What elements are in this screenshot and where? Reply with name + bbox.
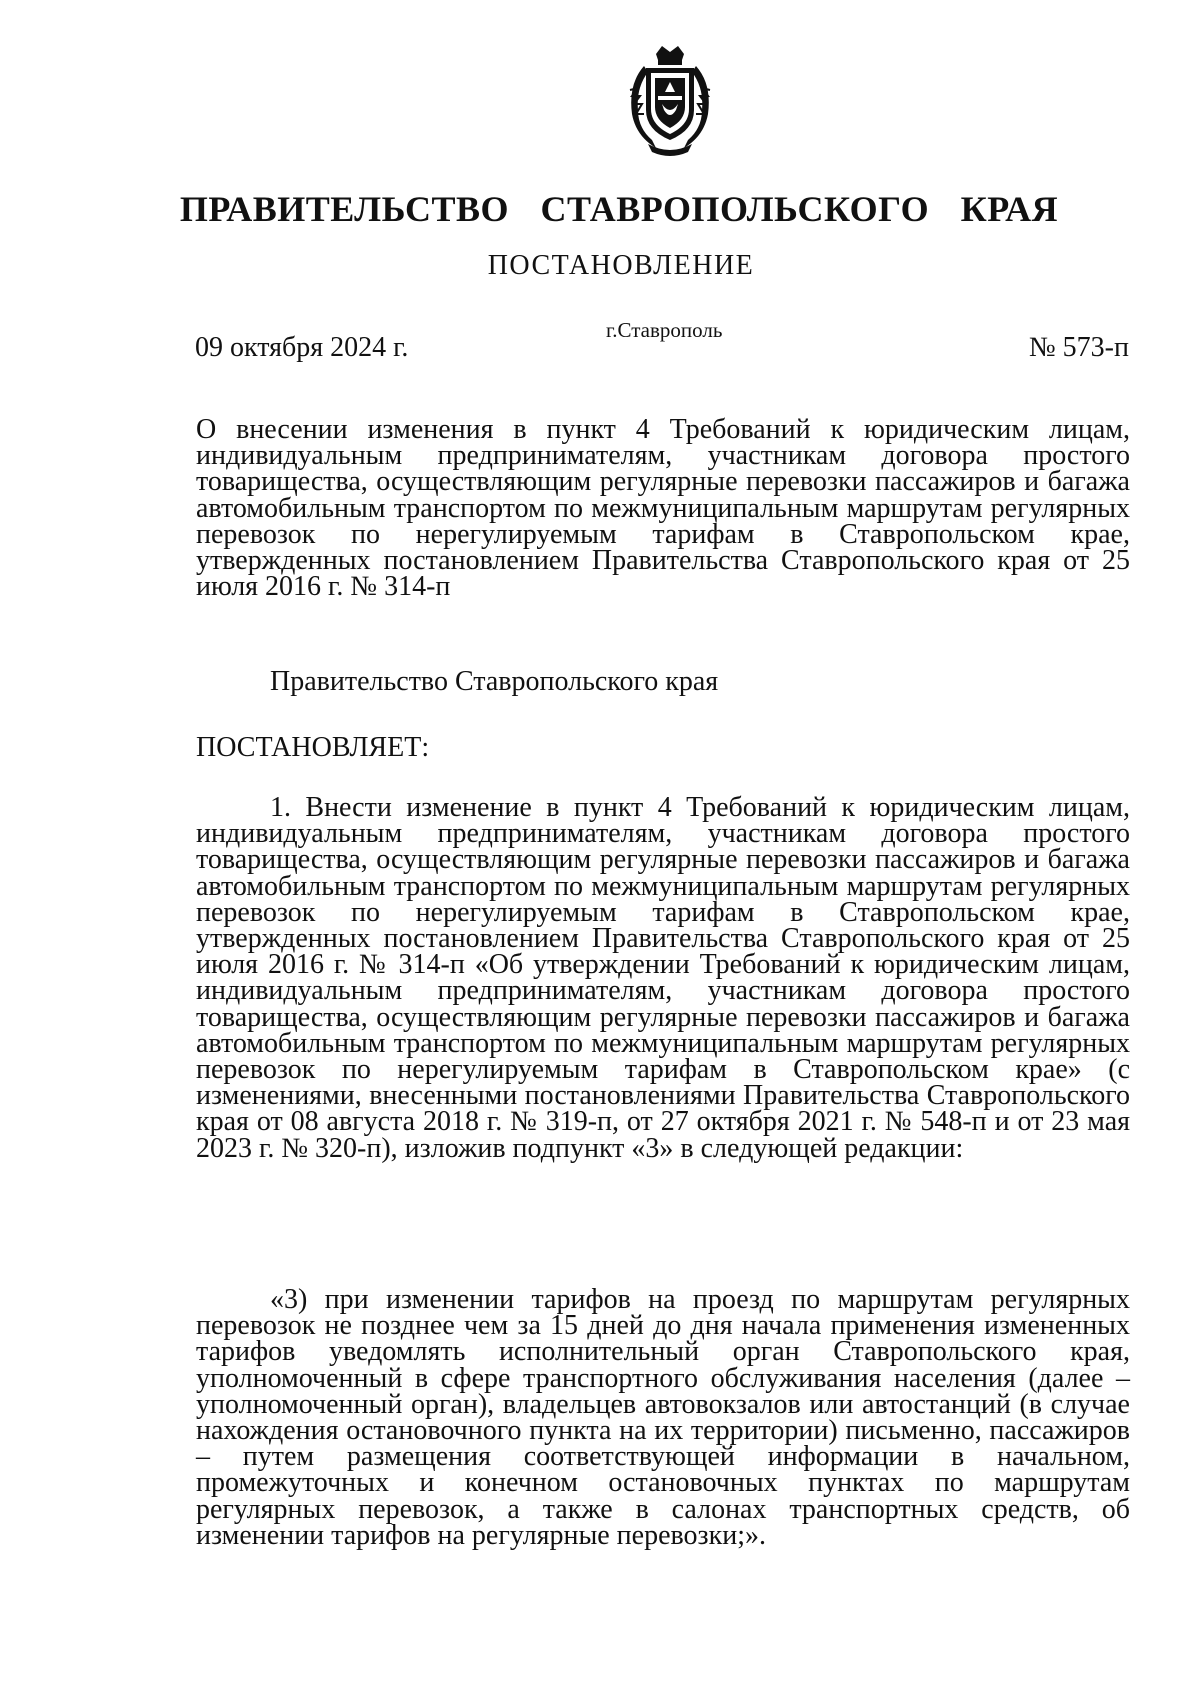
- document-number: № 573-п: [1028, 332, 1129, 363]
- organization-title: ПРАВИТЕЛЬСТВО СТАВРОПОЛЬСКОГО КРАЯ: [179, 189, 1059, 229]
- government-line: Правительство Ставропольского края: [270, 666, 719, 697]
- paragraph-item-1: 1. Внести изменение в пункт 4 Требований к юридическим лицам, индивидуальным предпринимателям, участникам договора простого товарищества, осуществляющим регулярные перевозки пассажиров и багажа автомобильным транспортом по межмуниципальным маршрутам регулярных перевозок по нерегулируемым тарифам в Ставропольском крае, утвержденных постановлением Правительства Ставропольского края от 25 июля 2016 г. № 314-п «Об утверждении Требований к юридическим лицам, индивидуальным предпринимателям, участникам договора простого товарищества, осуществляющим регулярные перевозки пассажиров и багажа автомобильным транспортом по межмуниципальным маршрутам регулярных перевозок по нерегулируемым тарифам в Ставропольском крае» (с изменениями, внесенными постановлениями Правительства Ставропольского края от 08 августа 2018 г. № 319-п, от 27 октября 2021 г. № 548-п и от 23 мая 2023 г. № 320-п), изложив подпункт «3» в следующей редакции:: [196, 792, 1130, 1164]
- document-city: г.Ставрополь: [606, 318, 723, 342]
- document-subject: О внесении изменения в пункт 4 Требований к юридическим лицам, индивидуальным предпринимателям, участникам договора простого товарищества, осуществляющим регулярные перевозки пассажиров и багажа автомобильным транспортом по межмуниципальным маршрутам регулярных перевозок по нерегулируемым тарифам в Ставропольском крае, утвержденных постановлением Правительства Ставропольского края от 25 июля 2016 г. № 314-п: [196, 414, 1130, 603]
- paragraph-subitem-3: «3) при изменении тарифов на проезд по маршрутам регулярных перевозок не позднее чем за 15 дней до дня начала применения измененных тарифов уведомлять исполнительный орган Ставропольского края, уполномоченный в сфере транспортного обслуживания населения (далее – уполномоченный орган), владельцев автовокзалов или автостанций (в случае нахождения остановочного пункта на их территории) письменно, пассажиров – путем размещения соответствующей информации в начальном, промежуточных и конечном остановочных пунктах по маршрутам регулярных перевозок, а также в салонах транспортных средств, об изменении тарифов на регулярные перевозки;».: [196, 1284, 1130, 1551]
- coat-of-arms-icon: [622, 44, 718, 158]
- document-type: ПОСТАНОВЛЕНИЕ: [487, 250, 755, 281]
- decree-heading: ПОСТАНОВЛЯЕТ:: [196, 732, 430, 763]
- document-date: 09 октября 2024 г.: [195, 332, 409, 363]
